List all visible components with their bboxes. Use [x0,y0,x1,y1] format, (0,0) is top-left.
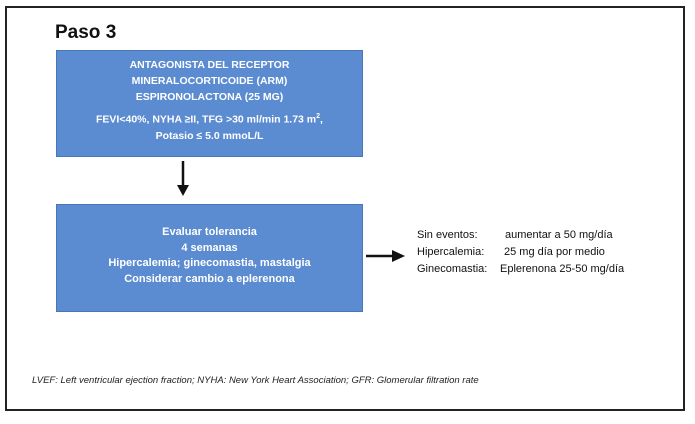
outcome-row [417,261,624,278]
outcomes-list [417,227,624,278]
outcome-value: 25 mg día por medio [504,246,605,258]
outcome-label: Sin eventos: [417,229,478,241]
outcome-label: Hipercalemia: [417,246,485,258]
tolerance-line-2: 4 semanas [181,241,238,254]
mra-criteria-text: FEVI<40%, NYHA ≥II, TFG >30 ml/min 1.73 m [96,113,317,126]
arrow-right-icon [366,249,406,263]
tolerance-line-1: Evaluar tolerancia [162,226,257,238]
tolerance-box [56,204,363,312]
mra-criteria-superscript: 2 [316,113,321,120]
mra-criteria-tail: , [320,113,323,126]
mra-potassium-line: Potasio ≤ 5.0 mmoL/L [155,129,264,142]
mra-line-2: MINERALOCORTICOIDE (ARM) [131,75,288,87]
tolerance-line-4: Considerar cambio a eplerenona [124,272,295,285]
arrow-down-icon [176,161,190,197]
outcome-row [417,244,624,261]
mra-line-3: ESPIRONOLACTONA (25 MG) [135,91,284,103]
step-title: Paso 3 [55,22,117,43]
outcome-row [417,227,624,244]
mra-criteria-line [57,109,362,128]
abbreviations-footnote: LVEF: Left ventricular ejection fraction; NYHA: New York Heart Association; GFR: Glomerular filtration rate [32,375,479,386]
mra-box [56,50,363,157]
mra-line-1: ANTAGONISTA DEL RECEPTOR [129,59,290,71]
outcome-value: Eplerenona 25-50 mg/día [500,263,625,275]
tolerance-line-3: Hipercalemia; ginecomastia, mastalgia [108,257,311,269]
outcome-label: Ginecomastia: [417,263,488,275]
outcome-value: aumentar a 50 mg/día [505,229,613,241]
